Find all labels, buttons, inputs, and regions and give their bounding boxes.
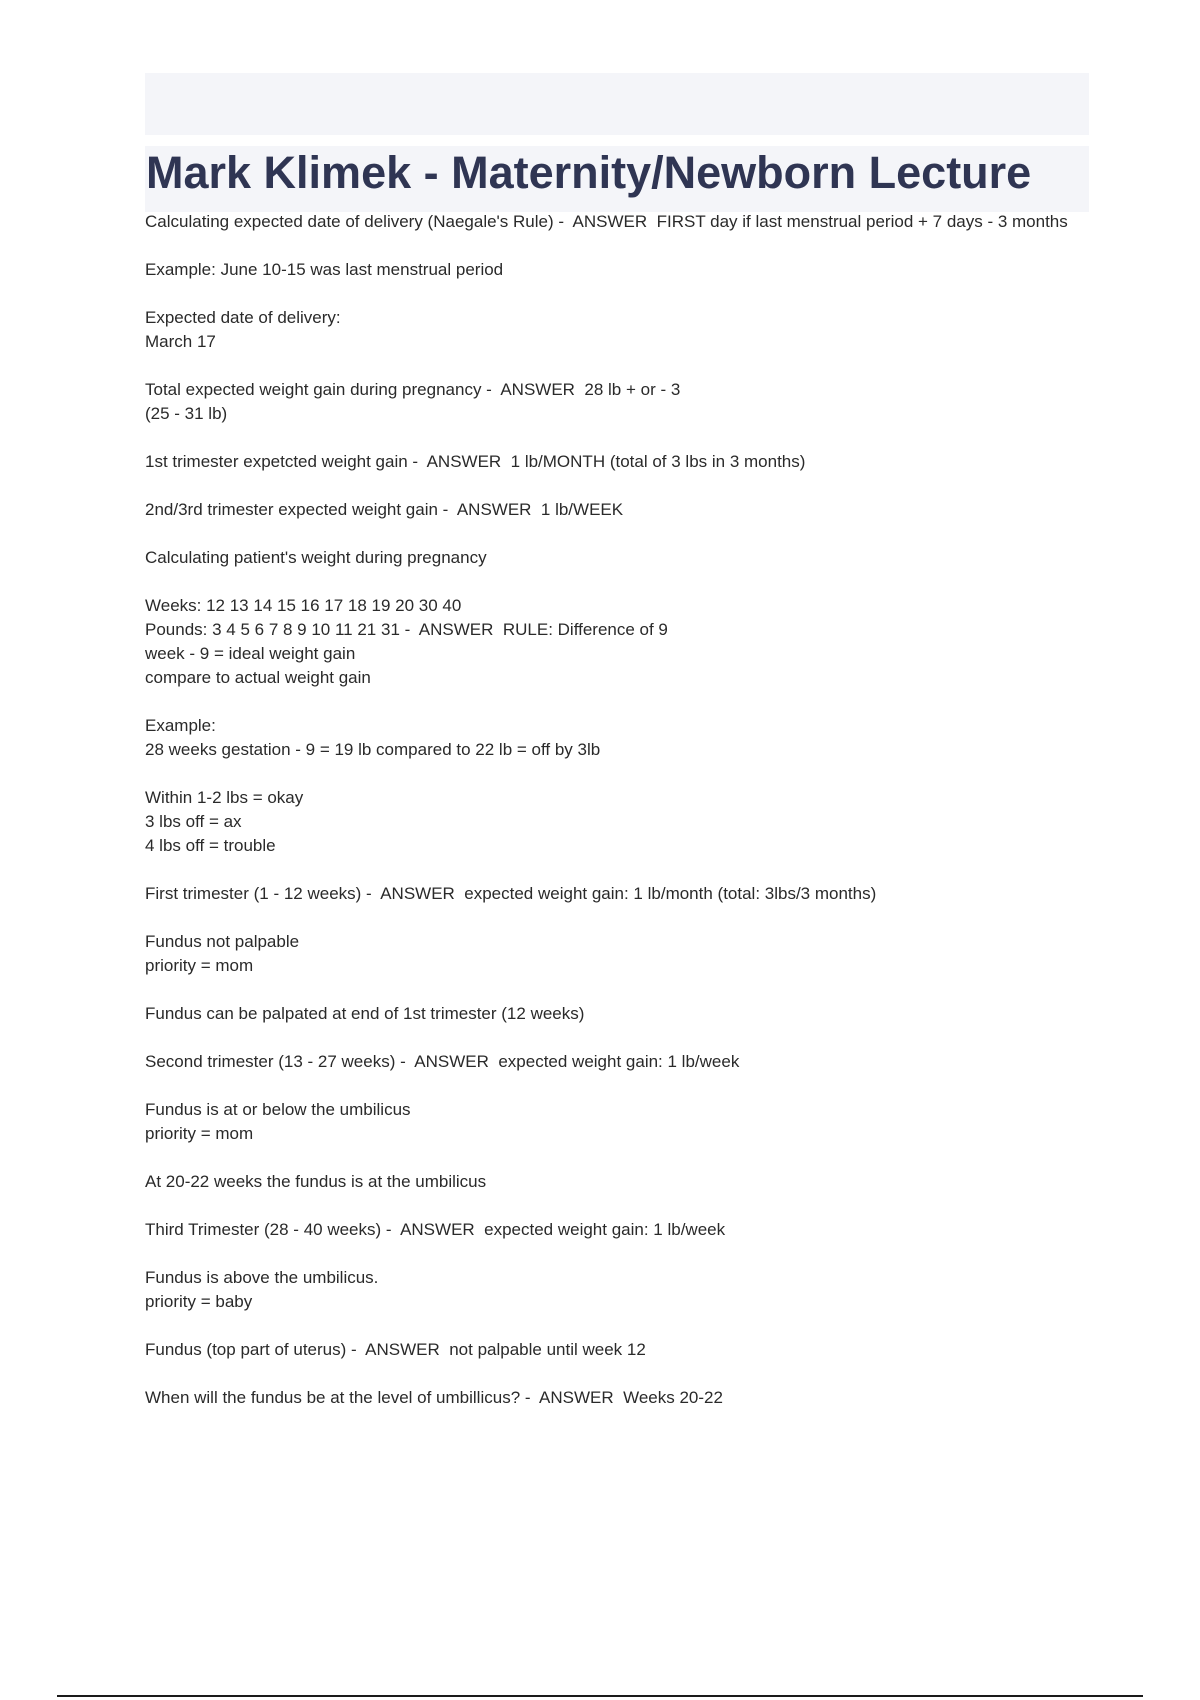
note-block xyxy=(145,594,1080,690)
note-line: Second trimester (13 - 27 weeks) - ANSWER expected weight gain: 1 lb/week xyxy=(145,1052,740,1071)
note-line: Third Trimester (28 - 40 weeks) - ANSWER expected weight gain: 1 lb/week xyxy=(145,1220,726,1239)
note-block xyxy=(145,210,1080,234)
note-line: (25 - 31 lb) xyxy=(145,404,228,423)
note-block xyxy=(145,498,1080,522)
note-line: Fundus is above the umbilicus. xyxy=(145,1268,379,1287)
note-line: 28 weeks gestation - 9 = 19 lb compared to 22 lb = off by 3lb xyxy=(145,740,601,759)
note-block xyxy=(145,306,1080,354)
note-block xyxy=(145,882,1080,906)
note-line: 1st trimester expetcted weight gain - ANSWER 1 lb/MONTH (total of 3 lbs in 3 months) xyxy=(145,452,806,471)
note-line: Total expected weight gain during pregnancy - ANSWER 28 lb + or - 3 xyxy=(145,380,681,399)
note-line: priority = mom xyxy=(145,956,254,975)
note-line: When will the fundus be at the level of umbillicus? - ANSWER Weeks 20-22 xyxy=(145,1388,723,1407)
note-block xyxy=(145,1338,1080,1362)
note-line: Example: xyxy=(145,716,216,735)
note-line: Fundus can be palpated at end of 1st trimester (12 weeks) xyxy=(145,1004,585,1023)
note-line: 4 lbs off = trouble xyxy=(145,836,276,855)
note-block xyxy=(145,1218,1080,1242)
note-line: 3 lbs off = ax xyxy=(145,812,242,831)
note-line: 2nd/3rd trimester expected weight gain - ANSWER 1 lb/WEEK xyxy=(145,500,624,519)
note-line: Fundus not palpable xyxy=(145,932,300,951)
note-line: At 20-22 weeks the fundus is at the umbilicus xyxy=(145,1172,487,1191)
note-block xyxy=(145,786,1080,858)
note-line: March 17 xyxy=(145,332,216,351)
note-block xyxy=(145,714,1080,762)
note-block xyxy=(145,930,1080,978)
note-block xyxy=(145,1386,1080,1410)
note-line: Example: June 10-15 was last menstrual period xyxy=(145,260,504,279)
note-line: Calculating patient's weight during pregnancy xyxy=(145,548,487,567)
note-line: Fundus (top part of uterus) - ANSWER not palpable until week 12 xyxy=(145,1340,646,1359)
note-line: compare to actual weight gain xyxy=(145,668,371,687)
note-line: Weeks: 12 13 14 15 16 17 18 19 20 30 40 xyxy=(145,596,462,615)
page-title: Mark Klimek - Maternity/Newborn Lecture xyxy=(146,147,1032,198)
note-line: Pounds: 3 4 5 6 7 8 9 10 11 21 31 - ANSWER RULE: Difference of 9 xyxy=(145,620,668,639)
note-line: Within 1-2 lbs = okay xyxy=(145,788,304,807)
note-block xyxy=(145,450,1080,474)
page-bottom-rule xyxy=(57,1695,1143,1697)
note-block xyxy=(145,378,1080,426)
note-line: week - 9 = ideal weight gain xyxy=(145,644,356,663)
note-line: First trimester (1 - 12 weeks) - ANSWER expected weight gain: 1 lb/month (total: 3lbs/3 months) xyxy=(145,884,877,903)
note-block xyxy=(145,1170,1080,1194)
note-line: Expected date of delivery: xyxy=(145,308,341,327)
note-line: Fundus is at or below the umbilicus xyxy=(145,1100,411,1119)
note-block xyxy=(145,1098,1080,1146)
header-band xyxy=(145,73,1089,135)
note-block xyxy=(145,546,1080,570)
note-block xyxy=(145,1266,1080,1314)
note-block xyxy=(145,258,1080,282)
note-line: Calculating expected date of delivery (Naegale's Rule) - ANSWER FIRST day if last menstrual period + 7 days - 3 months xyxy=(145,212,1068,231)
note-line: priority = mom xyxy=(145,1124,254,1143)
document-body xyxy=(145,210,1080,1434)
note-line: priority = baby xyxy=(145,1292,253,1311)
note-block xyxy=(145,1002,1080,1026)
note-block xyxy=(145,1050,1080,1074)
